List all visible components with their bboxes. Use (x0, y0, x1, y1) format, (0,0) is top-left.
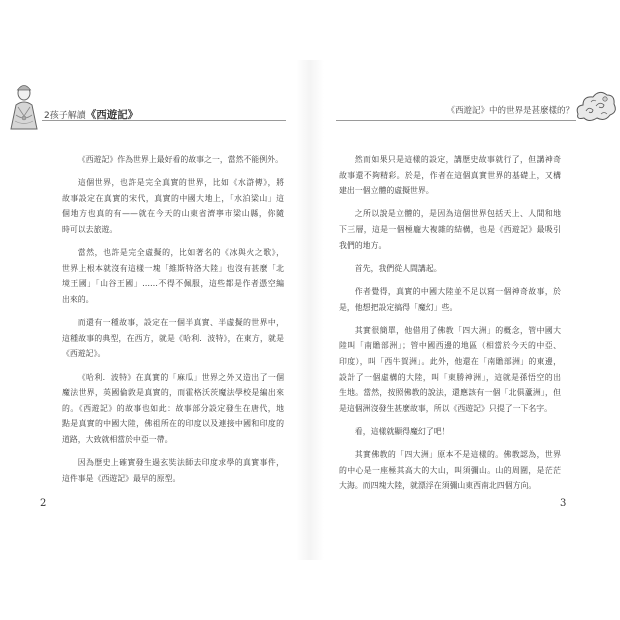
text-line: 這個世界，也許是完全真實的世界，比如《水滸傳》，將 (77, 178, 284, 188)
paragraph (339, 447, 561, 494)
book-title: 《西遊記》 (85, 109, 139, 121)
text-line: 下三層，這是一個極龐大複雜的結構，也是《西遊記》最吸引 (339, 224, 561, 234)
paragraph (62, 315, 284, 362)
chapter-header: 《西遊記》中的世界是甚麼樣的？ (446, 106, 574, 116)
paragraph (339, 323, 561, 417)
paragraph (62, 245, 284, 307)
text-line: 是，他想把設定搞得「魔幻」些。 (339, 302, 458, 312)
cloud-swirl-icon (574, 84, 618, 128)
text-line: 這種故事的典型，在西方，就是《哈利．波特》，在東方，就是 (62, 333, 284, 343)
page-number: 2 (40, 498, 47, 509)
text-line: 我們的地方。 (339, 240, 387, 250)
text-line: 是這個洲沒發生甚麼故事，所以《西遊記》只提了一下名字。 (339, 403, 553, 413)
text-line: 印度），叫「西牛賀洲」。此外，他還在「南贍部洲」的東邊， (339, 356, 561, 366)
text-line: 《西遊記》作為世界上最好看的故事之一，當然不能例外。 (77, 155, 283, 164)
right-page-body (339, 152, 561, 494)
text-line: 之所以說是立體的，是因為這個世界包括天上、人間和地 (354, 209, 561, 219)
text-line: 大海。而四塊大陸，就漂浮在須彌山東西南北四個方向。 (339, 481, 537, 491)
text-line: 其實很簡單，他借用了佛教「四大洲」的概念，管中國大 (354, 325, 561, 335)
text-line: 點是真實的中國大陸，佛祖所在的印度以及連接中國和印度的 (62, 419, 284, 429)
paragraph (62, 175, 284, 237)
paragraph (62, 370, 284, 448)
text-line: 《西遊記》。 (62, 349, 106, 359)
text-line: 建出一個立體的虛擬世界。 (339, 186, 434, 196)
text-line: 這件事是《西遊記》最早的原型。 (62, 473, 181, 483)
text-line: 因為歷史上確實發生過玄奘法師去印度求學的真實事件， (77, 458, 284, 468)
text-line: 首先，我們從人間講起。 (354, 263, 442, 273)
text-line: 時可以去旅遊。 (62, 224, 118, 234)
paragraph (339, 152, 561, 199)
series-label: 2孩子解讀 (44, 111, 86, 121)
page-number: 3 (560, 498, 567, 509)
text-line: 作者覺得，真實的中國大陸並不足以寫一個神奇故事，於 (354, 286, 561, 296)
paragraph (339, 424, 561, 440)
paragraph (62, 455, 284, 486)
text-line: 生地。當然，按照佛教的說法，還應該有一個「北俱蘆洲」，但 (339, 388, 561, 398)
text-line: 出來的。 (62, 294, 94, 304)
text-line: 道路，大致就相當於中亞一帶。 (62, 434, 173, 444)
paragraph (339, 261, 561, 277)
paragraph (62, 152, 284, 168)
paragraph (339, 284, 561, 315)
monk-figure-icon (4, 80, 44, 130)
paragraph (339, 206, 561, 253)
text-line: 境王國」「山谷王國」……不得不佩服，這些都是作者憑空編 (62, 279, 284, 289)
left-page-body (62, 152, 284, 486)
text-line: 《哈利．波特》在真實的「麻瓜」世界之外又造出了一個 (77, 372, 284, 382)
right-page (310, 0, 620, 620)
text-line: 故事還不夠精彩。於是，作者在這個真實世界的基礎上，又構 (339, 170, 561, 180)
text-line: 故事設定在真實的宋代，真實的中國大地上，「水泊梁山」這 (62, 193, 284, 203)
text-line: 其實佛教的「四大洲」原本不是這樣的。佛教認為，世界 (354, 450, 561, 460)
text-line: 而還有一種故事，設定在一個半真實、半虛擬的世界中， (77, 318, 284, 328)
text-line: 魔法世界，英國倫敦是真實的，而霍格沃茨魔法學校是編出來 (62, 388, 284, 398)
text-line: 然而如果只是這樣的設定，講歷史故事就行了，但講神奇 (354, 155, 561, 164)
text-line: 設計了一個虛構的大陸，叫「東勝神洲」，這就是孫悟空的出 (339, 372, 561, 382)
text-line: 世界上根本就沒有這樣一塊「維斯特洛大陸」也沒有甚麼「北 (62, 263, 284, 273)
text-line: 當然，也許是完全虛擬的，比如著名的《冰與火之歌》， (77, 248, 284, 258)
text-line: 的中心是一座極其高大的大山，叫須彌山。山的周圍，是茫茫 (339, 465, 561, 475)
header-rule (42, 120, 286, 121)
text-line: 個地方也真的有——就在今天的山東省濟寧市梁山縣，你隨 (62, 209, 284, 219)
text-line: 的。《西遊記》的故事也如此：故事部分設定發生在唐代，地 (62, 403, 284, 413)
header-rule (336, 120, 576, 121)
text-line: 陸叫「南贍部洲」；管中國西邊的地區（相當於今天的中亞、 (339, 341, 561, 351)
text-line: 看，這樣就顯得魔幻了吧！ (354, 426, 450, 436)
